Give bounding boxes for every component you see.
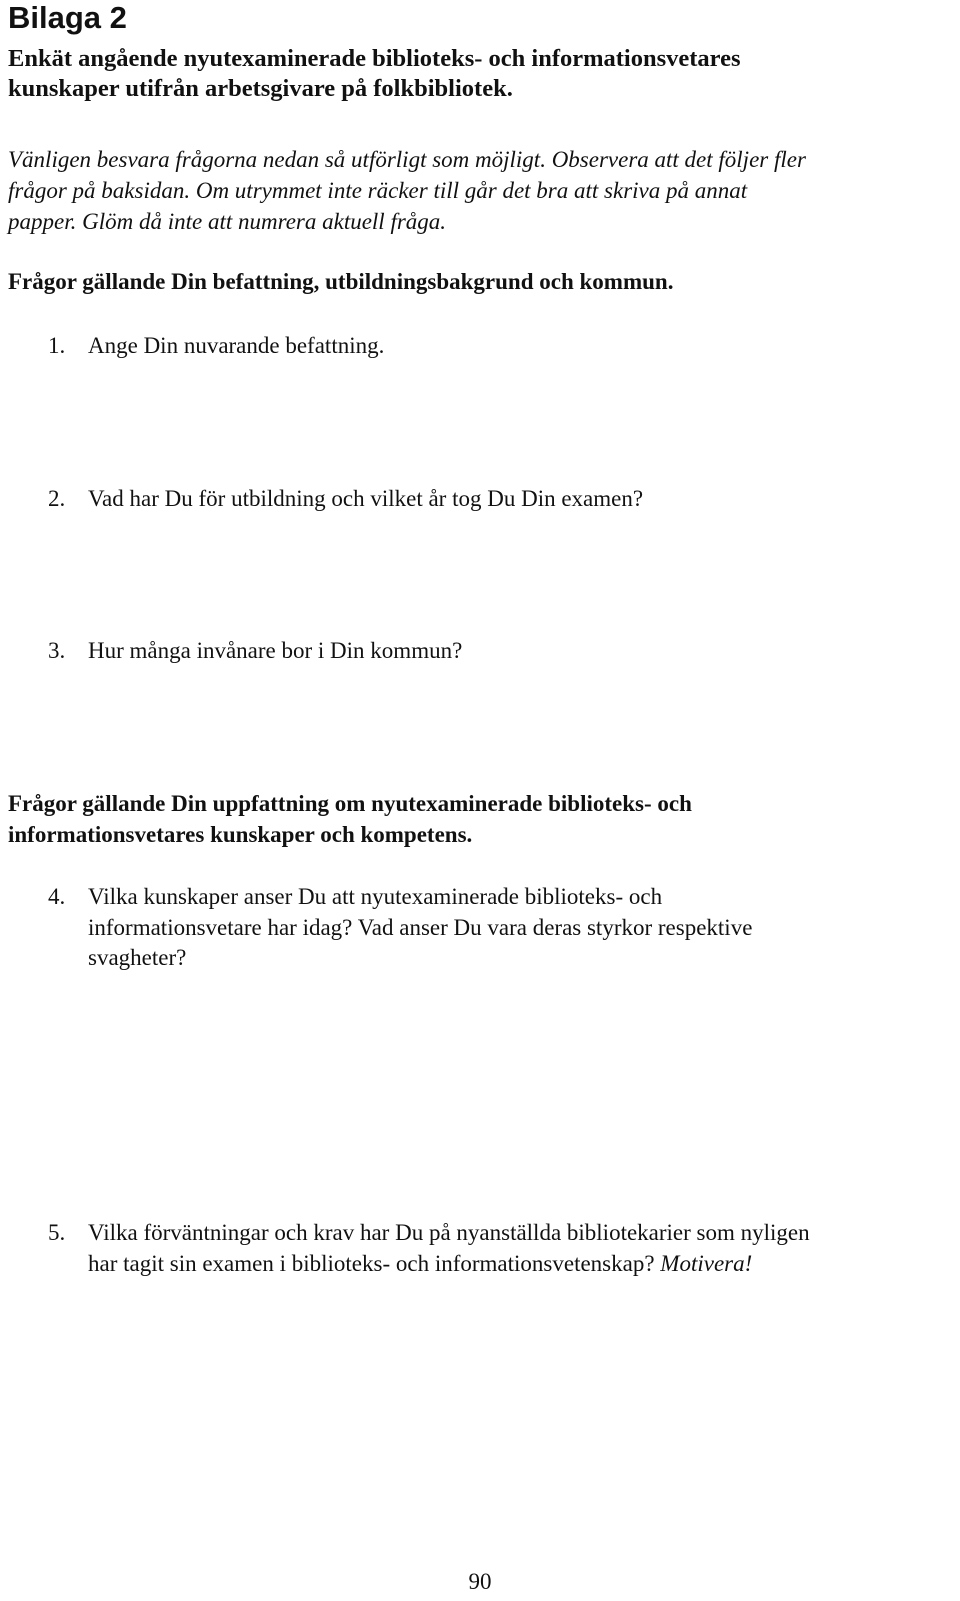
question-number: 3.: [48, 638, 66, 663]
question-text: Vilka förväntningar och krav har Du på nyanställda bibliotekarier som nyligen: [88, 1220, 810, 1245]
intro-line: Vänligen besvara frågorna nedan så utförligt som möjligt. Observera att det följer fler: [8, 147, 806, 172]
question-number: 1.: [48, 333, 66, 358]
question-text: Ange Din nuvarande befattning.: [88, 333, 385, 358]
question-number: 5.: [48, 1220, 66, 1245]
section-heading-line: Frågor gällande Din uppfattning om nyutexaminerade biblioteks- och: [8, 791, 692, 816]
appendix-label: Bilaga 2: [8, 0, 127, 35]
question-text: Hur många invånare bor i Din kommun?: [88, 638, 463, 663]
survey-title-line: Enkät angående nyutexaminerade biblioteks- och informationsvetares: [8, 45, 741, 72]
question-number: 4.: [48, 884, 66, 909]
question-text: svagheter?: [88, 945, 187, 970]
intro-line: papper. Glöm då inte att numrera aktuell fråga.: [8, 209, 447, 234]
section-heading: Frågor gällande Din befattning, utbildningsbakgrund och kommun.: [8, 269, 674, 294]
emphasis-text: Motivera!: [660, 1251, 753, 1276]
question-text: informationsvetare har idag? Vad anser Du vara deras styrkor respektive: [88, 915, 753, 940]
page-number: 90: [468, 1569, 492, 1594]
question-text: Vilka kunskaper anser Du att nyutexaminerade biblioteks- och: [88, 884, 663, 909]
question-number: 2.: [48, 486, 66, 511]
intro-line: frågor på baksidan. Om utrymmet inte räcker till går det bra att skriva på annat: [8, 178, 748, 203]
section-heading-line: informationsvetares kunskaper och kompetens.: [8, 822, 473, 847]
question-text: Vad har Du för utbildning och vilket år tog Du Din examen?: [88, 486, 644, 511]
question-text-line: [88, 1249, 752, 1279]
question-text: har tagit sin examen i biblioteks- och informationsvetenskap?: [88, 1251, 661, 1276]
survey-title-line: kunskaper utifrån arbetsgivare på folkbibliotek.: [8, 75, 513, 102]
